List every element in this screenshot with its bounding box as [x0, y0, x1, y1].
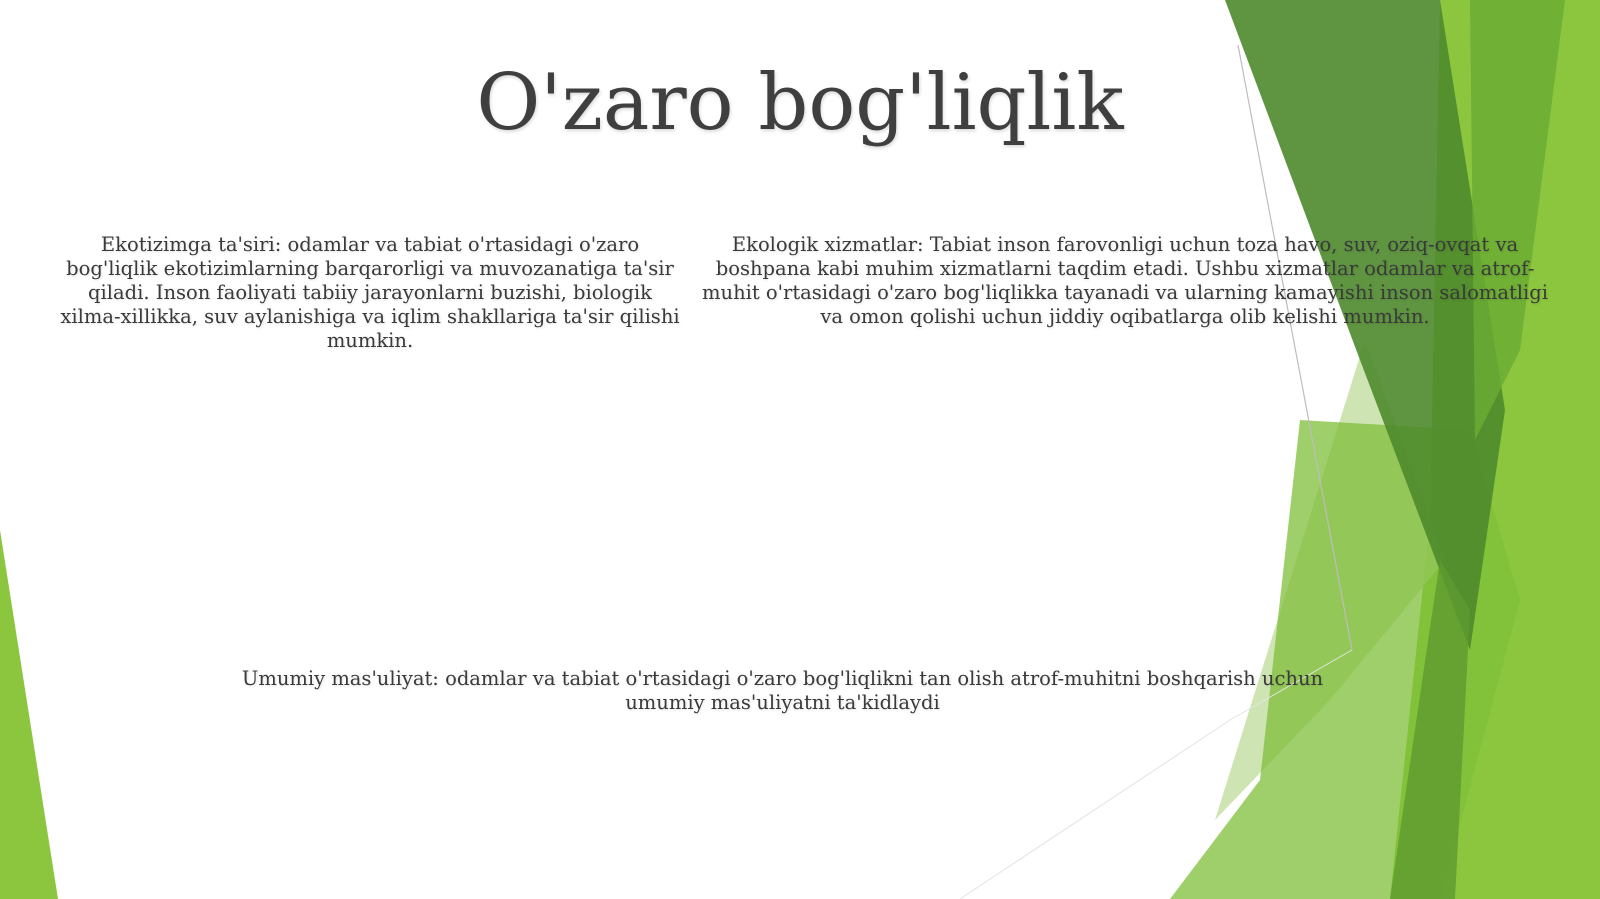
slide-title: O'zaro bog'liqlik: [476, 58, 1124, 148]
left-text-block: Ekotizimga ta'siri: odamlar va tabiat o'rtasidagi o'zaro bog'liqlik ekotizimlarning barqarorligi va muvozanatiga ta'sir qiladi. Inson faoliyati tabiiy jarayonlarni buzishi, biologik xilma-xillikka, suv aylanishiga va iqlim shakllariga ta'sir qilishi mumkin.: [60, 233, 680, 352]
left-green-sliver: [0, 530, 58, 899]
right-text-block: Ekologik xizmatlar: Tabiat inson farovonligi uchun toza havo, suv, oziq-ovqat va boshpana kabi muhim xizmatlarni taqdim etadi. Ushbu xizmatlar odamlar va atrof-muhit o'rtasidagi o'zaro bog'liqlikka tayanadi va ularning kamayishi inson salomatligi va omon qolishi uchun jiddiy oqibatlarga olib kelishi mumkin.: [702, 233, 1548, 328]
bottom-text-block: Umumiy mas'uliyat: odamlar va tabiat o'rtasidagi o'zaro bog'liqlikni tan olish atrof-muhitni boshqarish uchun umumiy mas'uliyatni ta'kidlaydi: [241, 667, 1324, 714]
